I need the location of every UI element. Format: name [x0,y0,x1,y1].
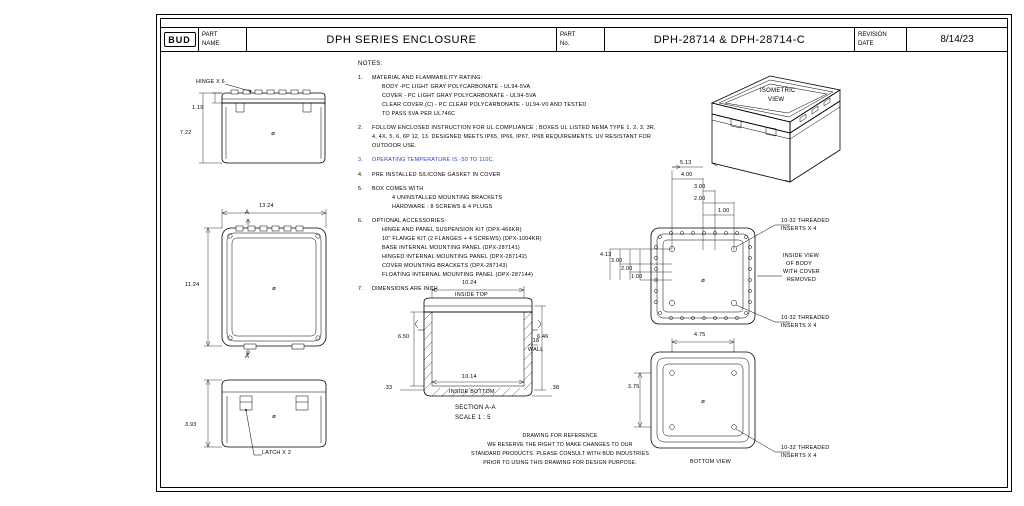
svg-text:⌀: ⌀ [701,278,705,284]
note-number: 7. [358,286,363,293]
note-sub: 10" FLANGE KIT (2 FLANGES + 4 SCREWS) (DPX-1004KR) [382,235,542,242]
svg-text:⌀: ⌀ [272,414,276,420]
disclaimer-line3: STANDARD PRODUCTS. PLEASE CONSULT WITH BUD INDUSTRIES [470,450,650,457]
note-text: MATERIAL AND FLAMMABILITY RATING: [372,74,483,81]
disclaimer-line2: WE RESERVE THE RIGHT TO MAKE CHANGES TO OUR [487,441,633,448]
dim-section-bottom-left: .33 [384,385,393,391]
note-sub: CLEAR COVER (C) - PC CLEAR POLYCARBONATE - UL94-V0 AND TESTED [382,101,587,108]
inside-view-line1: INSIDE VIEW [783,253,819,259]
revision-date-value: 8/14/23 [940,34,974,45]
callout-insert-top-line2: INSERTS X 4 [781,226,817,232]
dim-inside-2-00: 2.00 [694,196,706,202]
dim-bottom-4-75: 4.75 [694,332,706,338]
view-side-lower [204,380,326,455]
disclaimer-block [455,432,665,467]
callout-insert-mid-line2: INSERTS X 4 [781,323,817,329]
inside-view-line2: OF BODY [786,261,813,267]
part-number: DPH-28714 & DPH-28714-C [605,28,855,51]
dim-wall-value: .18 [531,338,540,344]
label-inside-top: INSIDE TOP [455,292,488,298]
dim-inside-5-13: 5.13 [680,160,692,166]
note-text: BOX COMES WITH [372,185,424,192]
dim-inside-2-00-left: 2.00 [621,266,633,272]
view-front [204,209,326,355]
note-sub: BASE INTERNAL MOUNTING PANEL (DPX-287141) [382,244,520,251]
revision-date-label-line1: REVISION [858,32,887,39]
inside-view-line4: REMOVED [787,277,817,283]
label-inside-bottom: INSIDE BOTTOM [449,389,495,395]
dim-top-width: 13.24 [259,203,274,209]
note-sub: 4 UNINSTALLED MOUNTING BRACKETS [392,194,503,201]
note-number: 6. [358,218,363,225]
dim-bottom-3-75: 3.75 [628,384,640,390]
notes-heading: NOTES: [358,61,383,67]
note-sub: HINGE AND PANEL SUSPENSION KIT (DPX-466KR) [382,227,522,234]
dim-inside-1-00-left: 1.00 [631,274,643,280]
dim-inside-4-13: 4.13 [600,252,612,258]
revision-date-label-line2: DATE [858,40,874,47]
section-scale: SCALE 1 : 5 [455,415,491,421]
note-text: PRE INSTALLED SILICONE GASKET IN COVER [372,171,501,178]
section-arrow-label-bottom: A [245,354,250,360]
note-number: 4. [358,171,363,178]
callout-hinge: HINGE X 6 [196,79,225,85]
section-title: SECTION A-A [455,405,496,411]
dim-front-total-height: 7.22 [180,130,192,136]
dim-section-right: 6.46 [537,334,549,340]
note-sub: COVER MOUNTING BRACKETS (DPX-287143) [382,262,508,269]
inside-view-line3: WITH COVER [783,269,820,275]
dim-section-bottom-right: .38 [551,385,560,391]
dim-inside-1-00-top: 1.00 [718,208,730,214]
logo-text: BUD [164,32,196,47]
dim-bottom-height: 3.93 [185,422,197,428]
svg-text:⌀: ⌀ [271,131,275,137]
note-sub: COVER - PC LIGHT GRAY POLYCARBONATE - UL94-5VA [382,92,537,99]
part-name-label-line2: NAME [202,40,220,47]
part-name-label-line1: PART [202,32,218,39]
note-sub: HINGED INTERNAL MOUNTING PANEL (DPX-287142) [382,253,528,260]
dim-section-inside-bottom: 10.14 [462,374,477,380]
dim-inside-3-00-left: 3.00 [611,258,623,264]
callout-insert-bottom-line1: 10-32 THREADED [781,445,830,451]
part-no-label-line2: No. [560,40,570,47]
note-number: 5. [358,185,363,192]
note-sub: FLOATING INTERNAL MOUNTING PANEL (DPX-287144) [382,271,534,278]
section-arrow-label-top: A [245,210,250,216]
dim-section-inside-top: 10.24 [462,280,477,286]
note-sub: BODY -PC LIGHT GRAY POLYCARBONATE - UL94-5VA [382,83,531,90]
part-no-label-line1: PART [560,32,576,39]
isometric-label-line1: ISOMETRIC [760,88,796,94]
disclaimer-line4: PRIOR TO USING THIS DRAWING FOR DESIGN PURPOSE. [483,459,637,466]
bottom-view-label: BOTTOM VIEW [690,459,731,465]
callout-insert-top-line1: 10-32 THREADED [781,218,830,224]
svg-text:⌀: ⌀ [701,399,705,405]
callout-insert-bottom-line2: INSERTS X 4 [781,453,817,459]
svg-text:⌀: ⌀ [272,286,276,292]
note-sub: TO PASS 5VA PER UL746C [382,110,456,117]
note-number: 3. [358,157,363,164]
disclaimer-line1: DRAWING FOR REFERENCE [522,433,598,439]
dim-front-top-height: 1.19 [192,105,204,111]
view-side-elevation [199,84,325,163]
note-sub: HARDWARE : 8 SCREWS & 4 PLUGS [392,203,493,210]
note-text: DIMENSIONS ARE INCH [372,286,438,293]
callout-latch: LATCH X 2 [262,450,292,456]
note-text: OPTIONAL ACCESSORIES: [372,218,446,225]
dim-inside-4-00: 4.00 [681,172,693,178]
note-text: FOLLOW ENCLOSED INSTRUCTION FOR UL COMPLIANCE ; BOXES UL LISTED NEMA TYPE 1, 2, 3, 3R, 4, 4X, 5, 6, 6P 12, 13. DESIGNED MEETS IP65, IP66, IP67, IP68 REQUIREMENTS. UV RESISTANT FOR OUTDOOR USE. [372,124,656,149]
drawing-title: DPH SERIES ENCLOSURE [247,28,557,51]
isometric-label-line2: VIEW [768,97,785,103]
callout-insert-mid-line1: 10-32 THREADED [781,315,830,321]
note-number: 2. [358,124,363,131]
dim-section-left: 6.50 [398,334,410,340]
dim-inside-3-00-top: 3.00 [694,184,706,190]
note-text: OPERATING TEMPERATURE IS -50 TO 110C. [372,157,495,164]
dim-front-height: 11.24 [185,282,200,288]
note-number: 1. [358,74,363,81]
dim-wall-label: WALL [528,347,544,353]
